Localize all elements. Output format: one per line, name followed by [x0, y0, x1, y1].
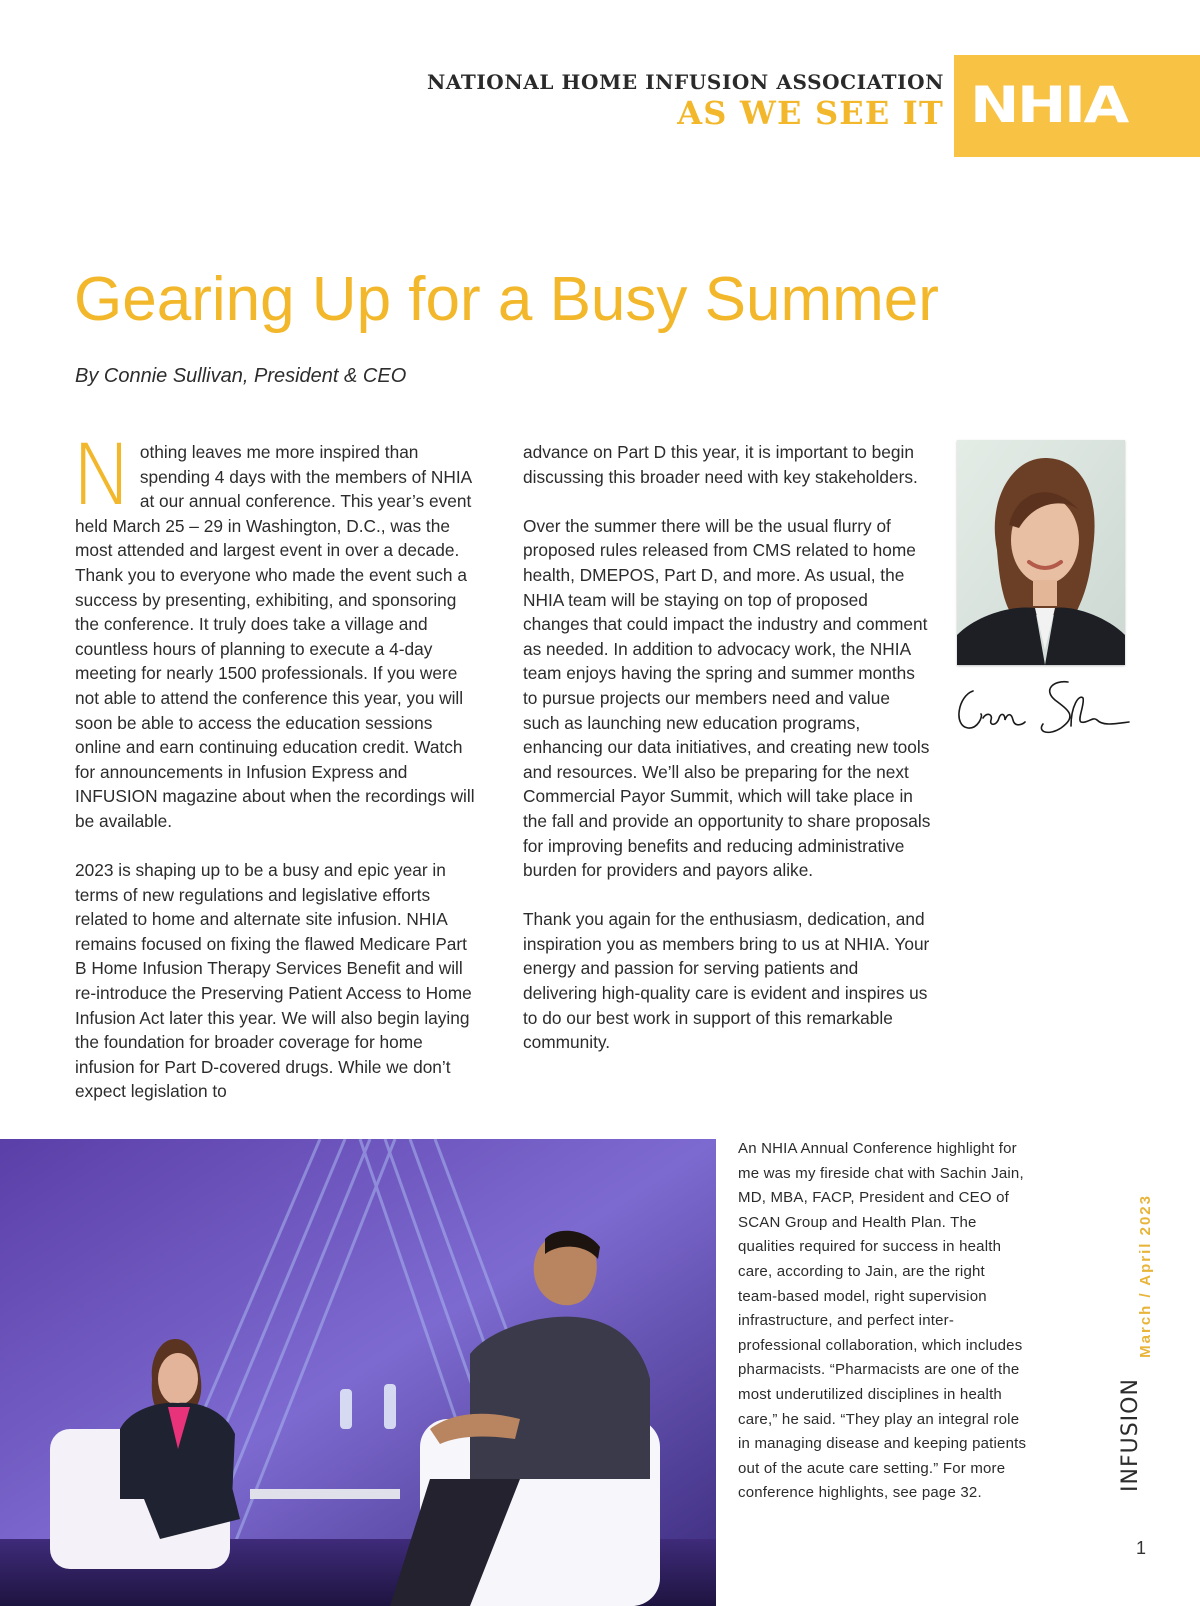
issue-date: March / April 2023 — [1137, 1194, 1154, 1358]
article-byline: By Connie Sullivan, President & CEO — [75, 365, 407, 387]
conference-photo — [0, 1139, 716, 1606]
caption-text: An NHIA Annual Conference highlight for me was my fireside chat with Sachin Jain, MD, MBA, FACP, President and CEO of SCAN Group and Health Plan. The qualities required for success in health care, according to Jain, are the right team-based model, right supervision infrastructure, and perfect inter-professional collaboration, which includes pharmacists. “Pharmacists are one of the most underutilized disciplines in health care,” he said. “They play an integral role in managing disease and keeping patients out of the acute care setting.” For more conference highlights, see page 32. — [738, 1140, 1027, 1502]
nhia-logo — [954, 55, 1200, 157]
header-section-title: AS WE SEE IT — [677, 94, 944, 132]
drop-cap: N — [71, 426, 134, 524]
paragraph-text: othing leaves me more inspired than spending 4 days with the members of NHIA at our annual conference. This year’s event held March 25 – 29 in Washington, D.C., was the most attended and largest event in over a decade. Thank you to everyone who made the event such a success by presenting, exhibiting, and sponsoring the conference. It truly does take a village and countless hours of planning to execute a 4-day meeting for nearly 1500 professionals. If you were not able to attend the conference this year, you will soon be able to access the education sessions online and earn continuing education credit. Watch for announcements in Infusion Express and INFUSION magazine about when the recordings will be available. — [75, 442, 475, 831]
page-number: 1 — [1136, 1538, 1147, 1558]
author-signature — [953, 676, 1137, 746]
article-column-2 — [523, 440, 931, 1079]
photo-caption — [738, 1137, 1028, 1506]
article-column-1 — [71, 426, 480, 1129]
magazine-name: INFUSION — [1118, 1378, 1143, 1492]
paragraph: Thank you again for the enthusiasm, dedication, and inspiration you as members bring to us at NHIA. Your energy and passion for serving patients and delivering high-quality care is evident and inspires us to do our best work in support of this remarkable community. — [523, 909, 930, 1053]
article-title: Gearing Up for a Busy Summer — [74, 265, 939, 334]
nhia-logo-text: NHIA — [970, 76, 1127, 134]
paragraph: advance on Part D this year, it is important to begin discussing this broader need with key stakeholders. — [523, 442, 918, 487]
paragraph: Over the summer there will be the usual flurry of proposed rules released from CMS related to home health, DMEPOS, Part D, and more. As usual, the NHIA team will be staying on top of proposed changes that could impact the industry and comment as needed. In addition to advocacy work, the NHIA team enjoys having the spring and summer months to pursue projects our members need and value such as launching new education programs, enhancing our data initiatives, and creating new tools and resources. We’ll also be preparing for the next Commercial Payor Summit, which will take place in the fall and provide an opportunity to share proposals for improving benefits and reducing administrative burden for providers and payors alike. — [523, 515, 931, 881]
author-portrait — [957, 440, 1125, 665]
header-organization: NATIONAL HOME INFUSION ASSOCIATION — [426, 70, 944, 94]
paragraph — [71, 426, 480, 834]
paragraph: 2023 is shaping up to be a busy and epic year in terms of new regulations and legislative efforts related to home and alternate site infusion. NHIA remains focused on fixing the flawed Medicare Part B Home Infusion Therapy Services Benefit and will re-introduce the Preserving Patient Access to Home Infusion Act later this year. We will also begin laying the foundation for broader coverage for home infusion for Part D-covered drugs. While we don’t expect legislation to — [75, 860, 472, 1102]
